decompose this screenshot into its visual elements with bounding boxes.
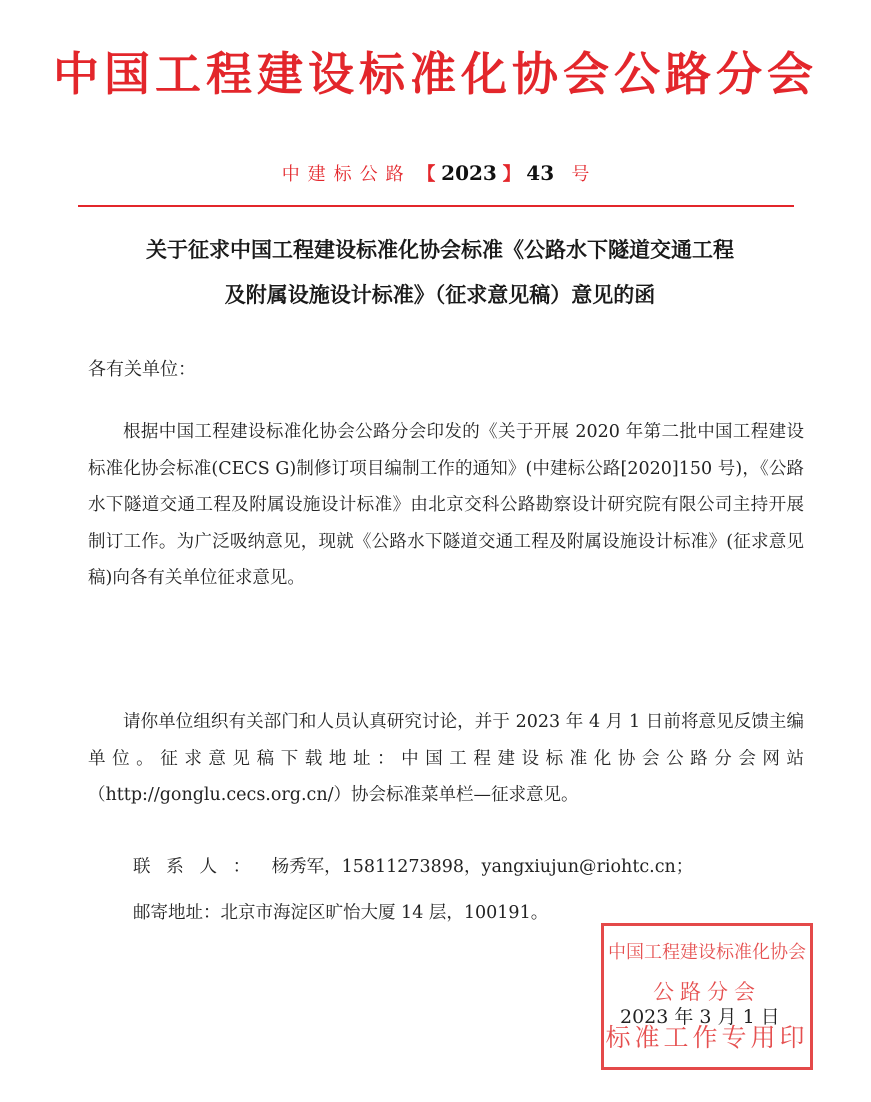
organization-header: 中国工程建设标准化协会公路分会 bbox=[53, 47, 818, 101]
subject-line-2: 及附属设施设计标准》（征求意见稿）意见的函 bbox=[224, 283, 656, 307]
doc-suffix: 号 bbox=[571, 164, 590, 185]
address-value: 北京市海淀区旷怡大厦 14 层，100191。 bbox=[220, 903, 549, 923]
subject-title bbox=[70, 228, 810, 318]
address-label: 邮寄地址： bbox=[133, 903, 221, 923]
contact-line bbox=[133, 853, 693, 878]
doc-year: 2023 bbox=[441, 161, 497, 185]
seal-line-1: 中国工程建设标准化协会 bbox=[608, 942, 806, 963]
bracket-open: 【 bbox=[417, 164, 436, 185]
contact-value: 杨秀军，15811273898，yangxiujun@riohtc.cn； bbox=[271, 857, 694, 877]
salutation: 各有关单位： bbox=[88, 359, 196, 380]
address-line bbox=[133, 899, 548, 924]
bracket-close: 】 bbox=[502, 164, 521, 185]
body-paragraph-2: 请你单位组织有关部门和人员认真研究讨论，并于 2023 年 4 月 1 日前将意见反馈主编单位。征求意见稿下载地址：中国工程建设标准化协会公路分会网站（http://gonglu.cecs.org.cn/）协会标准菜单栏—征求意见。 bbox=[88, 712, 804, 805]
signature-date: 2023 年 3 月 1 日 bbox=[620, 1006, 780, 1028]
document-number bbox=[0, 160, 871, 186]
red-divider bbox=[78, 205, 794, 207]
contact-label: 联系人： bbox=[133, 857, 266, 877]
subject-line-1: 关于征求中国工程建设标准化协会标准《公路水下隧道交通工程 bbox=[146, 238, 734, 262]
seal-line-2: 公路分会 bbox=[653, 980, 761, 1004]
official-seal bbox=[601, 923, 813, 1070]
seal-line-3: 标准工作专用印 bbox=[605, 1023, 809, 1052]
doc-serial: 43 bbox=[526, 161, 555, 185]
doc-prefix: 中建标公路 bbox=[281, 164, 412, 185]
body-paragraph-1: 根据中国工程建设标准化协会公路分会印发的《关于开展 2020 年第二批中国工程建设标准化协会标准(CECS G)制修订项目编制工作的通知》(中建标公路[2020]150 号)，《公路水下隧道交通工程及附属设施设计标准》由北京交科公路勘察设计研究院有限公司主持开展制订工作。为广泛吸纳意见，现就《公路水下隧道交通工程及附属设施设计标准》(征求意见稿)向各有关单位征求意见。 bbox=[88, 422, 804, 588]
